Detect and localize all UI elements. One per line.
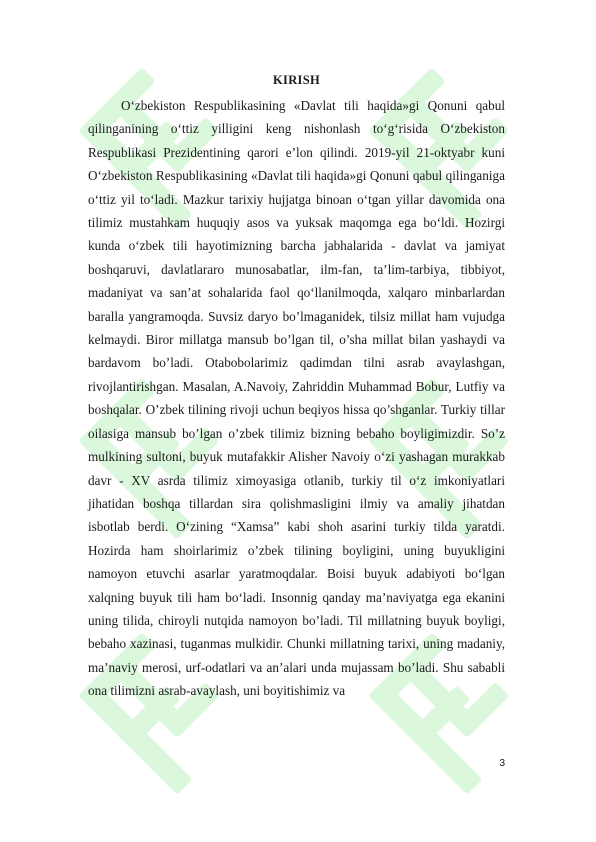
body-paragraph: O‘zbekiston Respublikasining «Davlat tili haqida»gi Qonuni qabul qilinganining o‘ttiz yilligini keng nishonlash to‘g‘risida O‘zbekiston Respublikasi Prezidentining qarori e’lon qilindi. 2019-yil 21-oktyabr kuni O‘zbekiston Respublikasining «Davlat tili haqida»gi Qonuni qabul qilinganiga o‘ttiz yil to‘ladi. Mazkur tarixiy hujjatga binoan o‘tgan yillar davomida ona tilimiz mustahkam huquqiy asos va yuksak maqomga ega bo‘ldi. Hozirgi kunda o‘zbek tili hayotimizning barcha jabhalarida - davlat va jamiyat boshqaruvi, davlatlararo munosabatlar, ilm-fan, ta’lim-tarbiya, tibbiyot, madaniyat va san’at sohalarida faol qo‘llanilmoqda, xalqaro minbarlardan baralla yangramoqda. Suvsiz daryo bo’lmaganidek, tilsiz millat ham vujudga kelmaydi. Biror millatga mansub bo’lgan til, o’sha millat bilan yashaydi va bardavom bo’ladi. Otabobolarimiz qadimdan tilni asrab avaylashgan, rivojlantirishgan. Masalan, A.Navoiy, Zahriddin Muhammad Bobur, Lutfiy va boshqalar. O’zbek tilining rivoji uchun beqiyos hissa qo’shganlar. Turkiy tillar oilasiga mansub bo’lgan o’zbek tilimiz bizning bebaho boyligimizdir. So’z mulkining sultoni, buyuk mutafakkir Alisher Navoiy o‘zi yashagan murakkab davr - XV asrda tilimiz ximoyasiga otlanib, turkiy til o‘z imkoniyatlari jihatidan boshqa tillardan sira qolishmasligini ilmiy va amaliy jihatdan isbotlab berdi. O‘zining “Xamsa” kabi shoh asarini turkiy tilda yaratdi. Hozirda ham shoirlarimiz o’zbek tilining boyligini, uning buyukligini namoyon etuvchi asarlar yaratmoqdalar. Boisi buyuk adabiyoti bo‘lgan xalqning buyuk tili ham bo‘ladi. Insonnig qanday ma’naviyatga ega ekanini uning tilida, chiroyli nutqida namoyon bo’ladi. Til millatning buyuk boyligi, bebaho xazinasi, tuganmas mulkidir. Chunki millatning tarixi, uning madaniy, ma’naviy merosi, urf-odatlari va an’alari unda mujassam bo’ladi. Shu sababli ona tilimizni asrab-avaylash, uni boyitishimiz va [88, 98, 505, 699]
section-title: KIRISH [273, 73, 320, 87]
page-content [88, 70, 505, 703]
page-number: 3 [499, 758, 505, 769]
